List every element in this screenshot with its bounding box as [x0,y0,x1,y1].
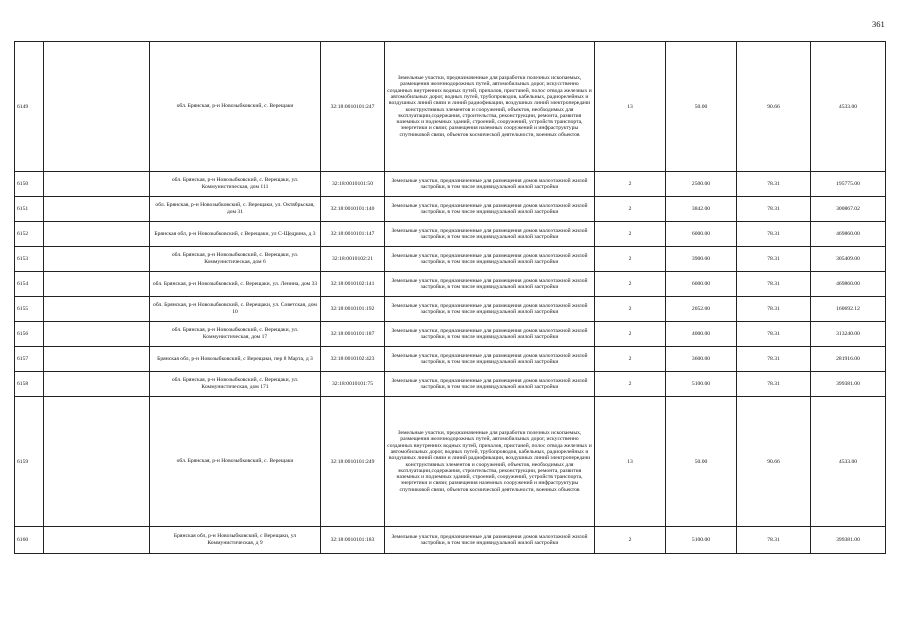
address-cell: Брянская обл, р-н Новозыбковский, с Верещаки, пер 8 Марта, д 3 [150,347,321,372]
purpose-code-cell: 2 [595,272,666,297]
area-cell: 50.00 [666,42,737,172]
purpose-code-cell: 2 [595,372,666,397]
blank-cell [44,372,150,397]
row-number: 6149 [15,42,44,172]
address-cell: обл. Брянская, р-н Новозыбковский, с. Верещаки, ул. Советская, дом 10 [150,297,321,322]
blank-cell [44,197,150,222]
area-cell: 5100.00 [666,372,737,397]
cadastral-number-cell: 32:18:0010101:192 [321,297,385,322]
row-number: 6151 [15,197,44,222]
blank-cell [44,322,150,347]
rate-cell: 78.31 [737,527,811,554]
blank-cell [44,397,150,527]
table-row [15,272,886,297]
cadastral-number-cell: 32:18:0010101:50 [321,172,385,197]
rate-cell: 78.31 [737,372,811,397]
row-number: 6157 [15,347,44,372]
table-row [15,322,886,347]
address-cell: Брянская обл, р-н Новозыбковский, с Верещаки, ул Коммунистическая, д 9 [150,527,321,554]
cadastral-number-cell: 32:18:0010102:21 [321,247,385,272]
purpose-code-cell: 2 [595,527,666,554]
rate-cell: 78.31 [737,347,811,372]
area-cell: 2500.00 [666,172,737,197]
cadastral-value-cell: 160692.12 [811,297,886,322]
cadastral-value-cell: 4533.00 [811,42,886,172]
blank-cell [44,42,150,172]
area-cell: 3842.00 [666,197,737,222]
purpose-code-cell: 2 [595,197,666,222]
cadastral-value-cell: 300867.02 [811,197,886,222]
cadastral-value-cell: 469860.00 [811,222,886,247]
address-cell: обл. Брянская, р-н Новозыбковский, с. Верещаки [150,42,321,172]
cadastral-number-cell: 32:18:0010101:147 [321,222,385,247]
table-row [15,197,886,222]
address-cell: обл. Брянская, р-н Новозыбковский, с. Верещаки, ул. Коммунистическая, дом 171 [150,372,321,397]
land-purpose-cell: Земельные участки, предназначенные для разработки полезных ископаемых, размещения железнодорожных путей, автомобильных дорог, искусственно созданных внутренних водных путей, причалов, пристаней, полос отвода железных и автомобильных дорог, водных путей, трубопроводов, кабельных, радиорелейных и воздушных линий связи и линий радиофикации, воздушных линий электропередачи конструктивных элементов и сооружений, объектов, необходимых для эксплуатации,содержания, строительства, реконструкции, ремонта, развития наземных и подземных зданий, строений, сооружений, устройств транспорта, энергетики и связи; размещения наземных сооружений и инфраструктуры спутниковой связи, объектов космической деятельности, военных объектов [385,397,595,527]
rate-cell: 90.66 [737,397,811,527]
rate-cell: 78.31 [737,322,811,347]
cadastral-value-cell: 305409.00 [811,247,886,272]
blank-cell [44,347,150,372]
row-number: 6160 [15,527,44,554]
land-purpose-cell: Земельные участки, предназначенные для размещения домов малоэтажной жилой застройки, в том числе индивидуальной жилой застройки [385,247,595,272]
cadastral-value-cell: 469860.00 [811,272,886,297]
land-purpose-cell: Земельные участки, предназначенные для размещения домов малоэтажной жилой застройки, в том числе индивидуальной жилой застройки [385,297,595,322]
blank-cell [44,297,150,322]
blank-cell [44,272,150,297]
land-purpose-cell: Земельные участки, предназначенные для размещения домов малоэтажной жилой застройки, в том числе индивидуальной жилой застройки [385,347,595,372]
cadastral-value-cell: 195775.00 [811,172,886,197]
cadastral-number-cell: 32:18:0010101:75 [321,372,385,397]
row-number: 6155 [15,297,44,322]
cadastral-number-cell: 32:18:0010101:187 [321,322,385,347]
page-number: 361 [872,19,885,29]
table-row [15,297,886,322]
row-number: 6152 [15,222,44,247]
land-purpose-cell: Земельные участки, предназначенные для размещения домов малоэтажной жилой застройки, в том числе индивидуальной жилой застройки [385,527,595,554]
address-cell: обл. Брянская, р-н Новозыбковский, с. Верещаки, ул. Коммунистическая, дом 17 [150,322,321,347]
area-cell: 3900.00 [666,247,737,272]
row-number: 6153 [15,247,44,272]
blank-cell [44,247,150,272]
row-number: 6154 [15,272,44,297]
cadastral-number-cell: 32:18:0010102:423 [321,347,385,372]
table-row [15,347,886,372]
purpose-code-cell: 2 [595,322,666,347]
purpose-code-cell: 13 [595,42,666,172]
rate-cell: 78.31 [737,297,811,322]
address-cell: обл. Брянская, р-н Новозыбковский, с. Верещаки [150,397,321,527]
land-purpose-cell: Земельные участки, предназначенные для размещения домов малоэтажной жилой застройки, в том числе индивидуальной жилой застройки [385,272,595,297]
purpose-code-cell: 2 [595,297,666,322]
cadastral-number-cell: 32:18:0010101:140 [321,197,385,222]
purpose-code-cell: 2 [595,222,666,247]
cadastral-value-cell: 281916.00 [811,347,886,372]
address-cell: обл. Брянская, р-н Новозыбковский, с. Верещаки, ул. Коммунистическая, дом 6 [150,247,321,272]
table-row [15,397,886,527]
purpose-code-cell: 2 [595,247,666,272]
table-row [15,42,886,172]
area-cell: 3600.00 [666,347,737,372]
address-cell: Брянская обл, р-н Новозыбковский, с Верещаки, ул С-Щедрина, д 3 [150,222,321,247]
rate-cell: 78.31 [737,272,811,297]
land-purpose-cell: Земельные участки, предназначенные для размещения домов малоэтажной жилой застройки, в том числе индивидуальной жилой застройки [385,372,595,397]
blank-cell [44,172,150,197]
address-cell: обл. Брянская, р-н Новозыбковский, с. Верещаки, ул. Октябрьская, дом 31 [150,197,321,222]
land-registry-table [14,41,886,554]
cadastral-value-cell: 4533.00 [811,397,886,527]
purpose-code-cell: 2 [595,172,666,197]
cadastral-number-cell: 32:18:0010101:249 [321,397,385,527]
cadastral-number-cell: 32:18:0010101:247 [321,42,385,172]
table-row [15,372,886,397]
land-purpose-cell: Земельные участки, предназначенные для размещения домов малоэтажной жилой застройки, в том числе индивидуальной жилой застройки [385,222,595,247]
cadastral-value-cell: 313240.00 [811,322,886,347]
row-number: 6159 [15,397,44,527]
area-cell: 5100.00 [666,527,737,554]
blank-cell [44,527,150,554]
table-row [15,222,886,247]
purpose-code-cell: 2 [595,347,666,372]
area-cell: 2052.00 [666,297,737,322]
table-row [15,527,886,554]
area-cell: 4000.00 [666,322,737,347]
cadastral-number-cell: 32:18:0010102:141 [321,272,385,297]
blank-cell [44,222,150,247]
row-number: 6150 [15,172,44,197]
rate-cell: 78.31 [737,172,811,197]
table-row [15,247,886,272]
table-row [15,172,886,197]
address-cell: обл. Брянская, р-н Новозыбковский, с. Верещаки, ул. Ленина, дом 33 [150,272,321,297]
cadastral-number-cell: 32:18:0010101:183 [321,527,385,554]
rate-cell: 78.31 [737,197,811,222]
land-purpose-cell: Земельные участки, предназначенные для размещения домов малоэтажной жилой застройки, в том числе индивидуальной жилой застройки [385,197,595,222]
rate-cell: 90.66 [737,42,811,172]
rate-cell: 78.31 [737,247,811,272]
area-cell: 6000.00 [666,272,737,297]
area-cell: 6000.00 [666,222,737,247]
area-cell: 50.00 [666,397,737,527]
row-number: 6158 [15,372,44,397]
address-cell: обл. Брянская, р-н Новозыбковский, с. Верещаки, ул. Коммунистическая, дом 111 [150,172,321,197]
land-purpose-cell: Земельные участки, предназначенные для разработки полезных ископаемых, размещения железнодорожных путей, автомобильных дорог, искусственно созданных внутренних водных путей, причалов, пристаней, полос отвода железных и автомобильных дорог, водных путей, трубопроводов, кабельных, радиорелейных и воздушных линий связи и линий радиофикации, воздушных линий электропередачи конструктивных элементов и сооружений, объектов, необходимых для эксплуатации,содержания, строительства, реконструкции, ремонта, развития наземных и подземных зданий, строений, сооружений, устройств транспорта, энергетики и связи; размещения наземных сооружений и инфраструктуры спутниковой связи, объектов космической деятельности, военных объектов [385,42,595,172]
land-purpose-cell: Земельные участки, предназначенные для размещения домов малоэтажной жилой застройки, в том числе индивидуальной жилой застройки [385,172,595,197]
cadastral-value-cell: 399381.00 [811,527,886,554]
purpose-code-cell: 13 [595,397,666,527]
row-number: 6156 [15,322,44,347]
land-purpose-cell: Земельные участки, предназначенные для размещения домов малоэтажной жилой застройки, в том числе индивидуальной жилой застройки [385,322,595,347]
cadastral-value-cell: 399381.00 [811,372,886,397]
rate-cell: 78.31 [737,222,811,247]
